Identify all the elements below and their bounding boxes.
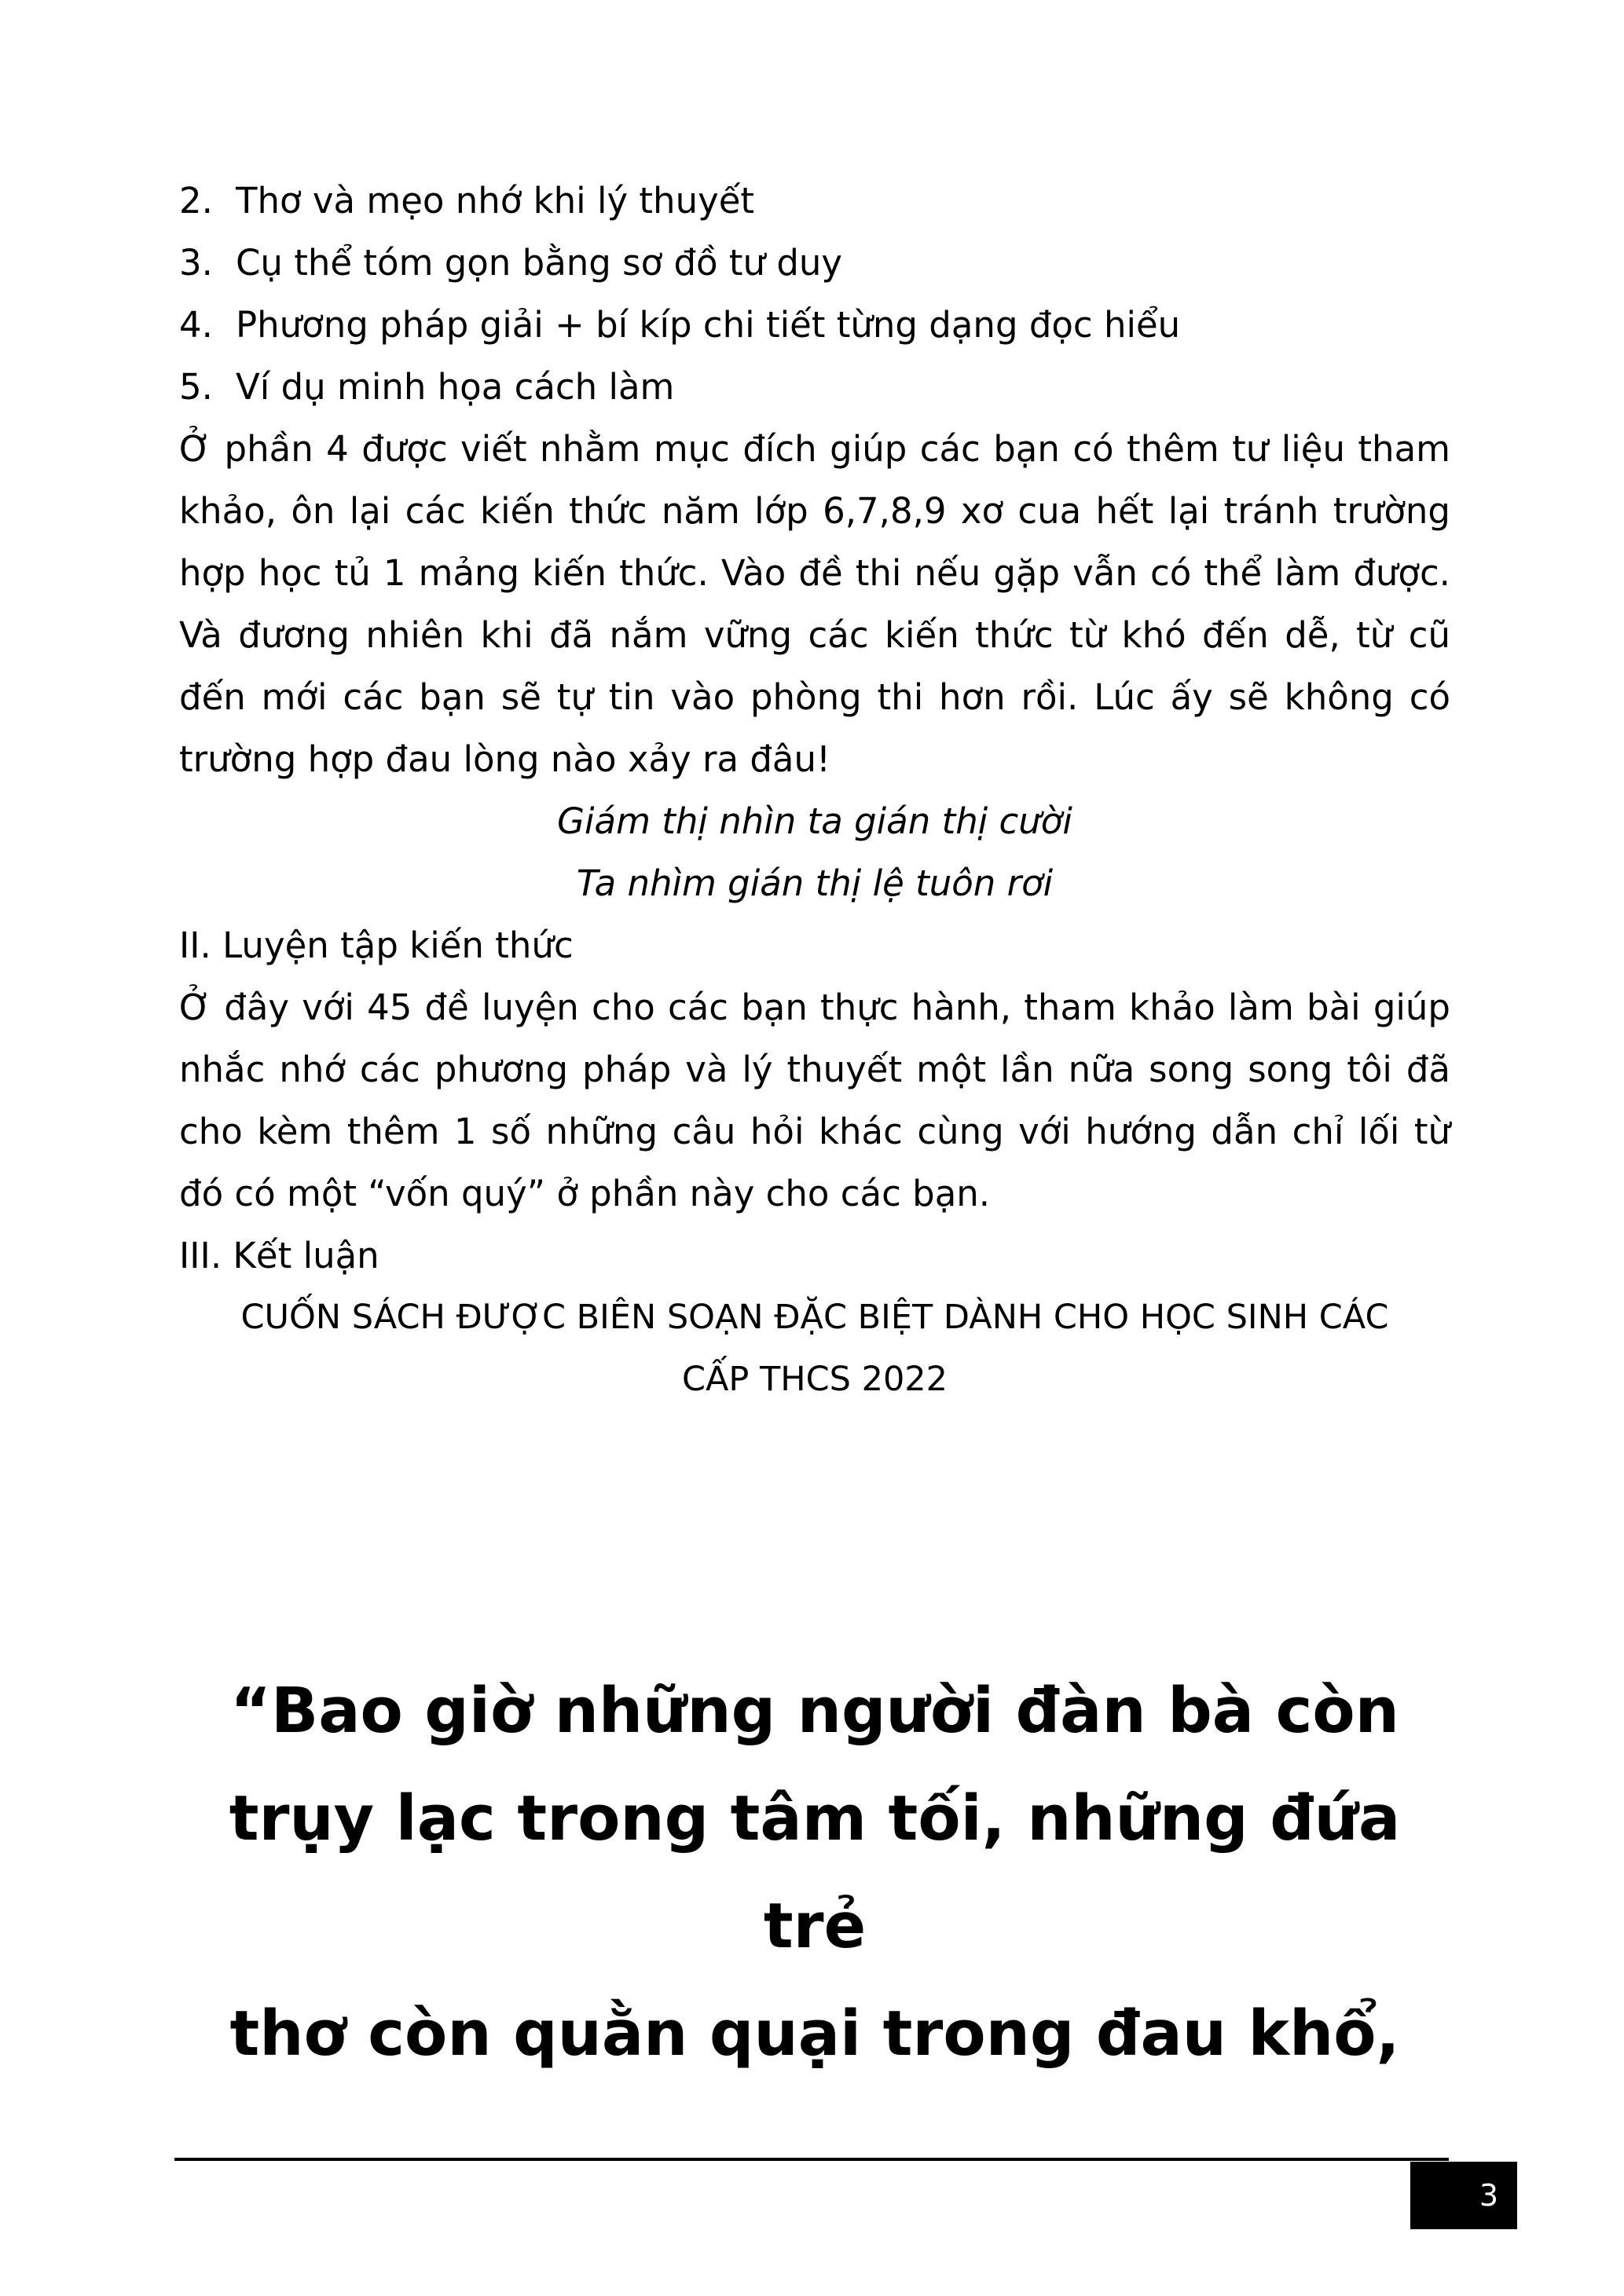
list-number: 5. — [179, 366, 213, 408]
paragraph-line: Và đương nhiên khi đã nắm vững các kiến thức từ khó đến dễ, từ cũ — [179, 614, 1450, 656]
list-number: 3. — [179, 242, 213, 284]
list-number: 4. — [179, 304, 213, 346]
page-number: 3 — [1410, 2162, 1517, 2229]
section-heading-conclusion: III. Kết luận — [179, 1235, 379, 1276]
page-body — [179, 170, 1450, 1411]
book-note-line: CUỐN SÁCH ĐƯỢC BIÊN SOẠN ĐẶC BIỆT DÀNH CHO HỌC SINH CÁC — [240, 1298, 1389, 1337]
list-text: Thơ và mẹo nhớ khi lý thuyết — [236, 180, 755, 222]
paragraph-line: trường hợp đau lòng nào xảy ra đâu! — [179, 738, 831, 780]
poem — [179, 790, 1450, 914]
poem-line: Ta nhìm gián thị lệ tuôn rơi — [576, 862, 1054, 904]
pull-quote-line: trụy lạc trong tâm tối, những đứa trẻ — [229, 1782, 1401, 1962]
pull-quote-line: “Bao giờ những người đàn bà còn — [230, 1675, 1399, 1747]
paragraph-line: khảo, ôn lại các kiến thức năm lớp 6,7,8,9 xơ cua hết lại tránh trường — [179, 490, 1450, 532]
list-text: Phương pháp giải + bí kíp chi tiết từng dạng đọc hiểu — [236, 304, 1181, 346]
paragraph-part-4 — [179, 418, 1450, 790]
pull-quote-line: thơ còn quằn quại trong đau khổ, — [229, 1998, 1400, 2070]
list-item — [179, 294, 1450, 356]
book-note-line: CẤP THCS 2022 — [681, 1360, 948, 1399]
book-note — [179, 1287, 1450, 1411]
paragraph-line: đến mới các bạn sẽ tự tin vào phòng thi hơn rồi. Lúc ấy sẽ không có — [179, 676, 1450, 718]
paragraph-line: đó có một “vốn quý” ở phần này cho các bạn. — [179, 1173, 991, 1214]
pull-quote — [179, 1657, 1450, 2088]
list-number: 2. — [179, 180, 213, 222]
list-item — [179, 232, 1450, 294]
paragraph-practice — [179, 976, 1450, 1225]
paragraph-line: nhắc nhớ các phương pháp và lý thuyết một lần nữa song song tôi đã — [179, 1049, 1450, 1090]
list-item — [179, 356, 1450, 418]
footer-rule — [174, 2158, 1449, 2161]
paragraph-line: hợp học tủ 1 mảng kiến thức. Vào đề thi nếu gặp vẫn có thể làm được. — [179, 552, 1450, 594]
paragraph-line: Ở phần 4 được viết nhằm mục đích giúp các bạn có thêm tư liệu tham — [179, 428, 1450, 470]
section-heading-practice: II. Luyện tập kiến thức — [179, 925, 574, 966]
paragraph-line: Ở đây với 45 đề luyện cho các bạn thực hành, tham khảo làm bài giúp — [179, 987, 1450, 1028]
poem-line: Giám thị nhìn ta gián thị cười — [557, 800, 1072, 842]
paragraph-line: cho kèm thêm 1 số những câu hỏi khác cùng với hướng dẫn chỉ lối từ — [179, 1111, 1450, 1152]
list-text: Cụ thể tóm gọn bằng sơ đồ tư duy — [236, 242, 843, 284]
list-text: Ví dụ minh họa cách làm — [236, 366, 675, 408]
list-item — [179, 170, 1450, 232]
